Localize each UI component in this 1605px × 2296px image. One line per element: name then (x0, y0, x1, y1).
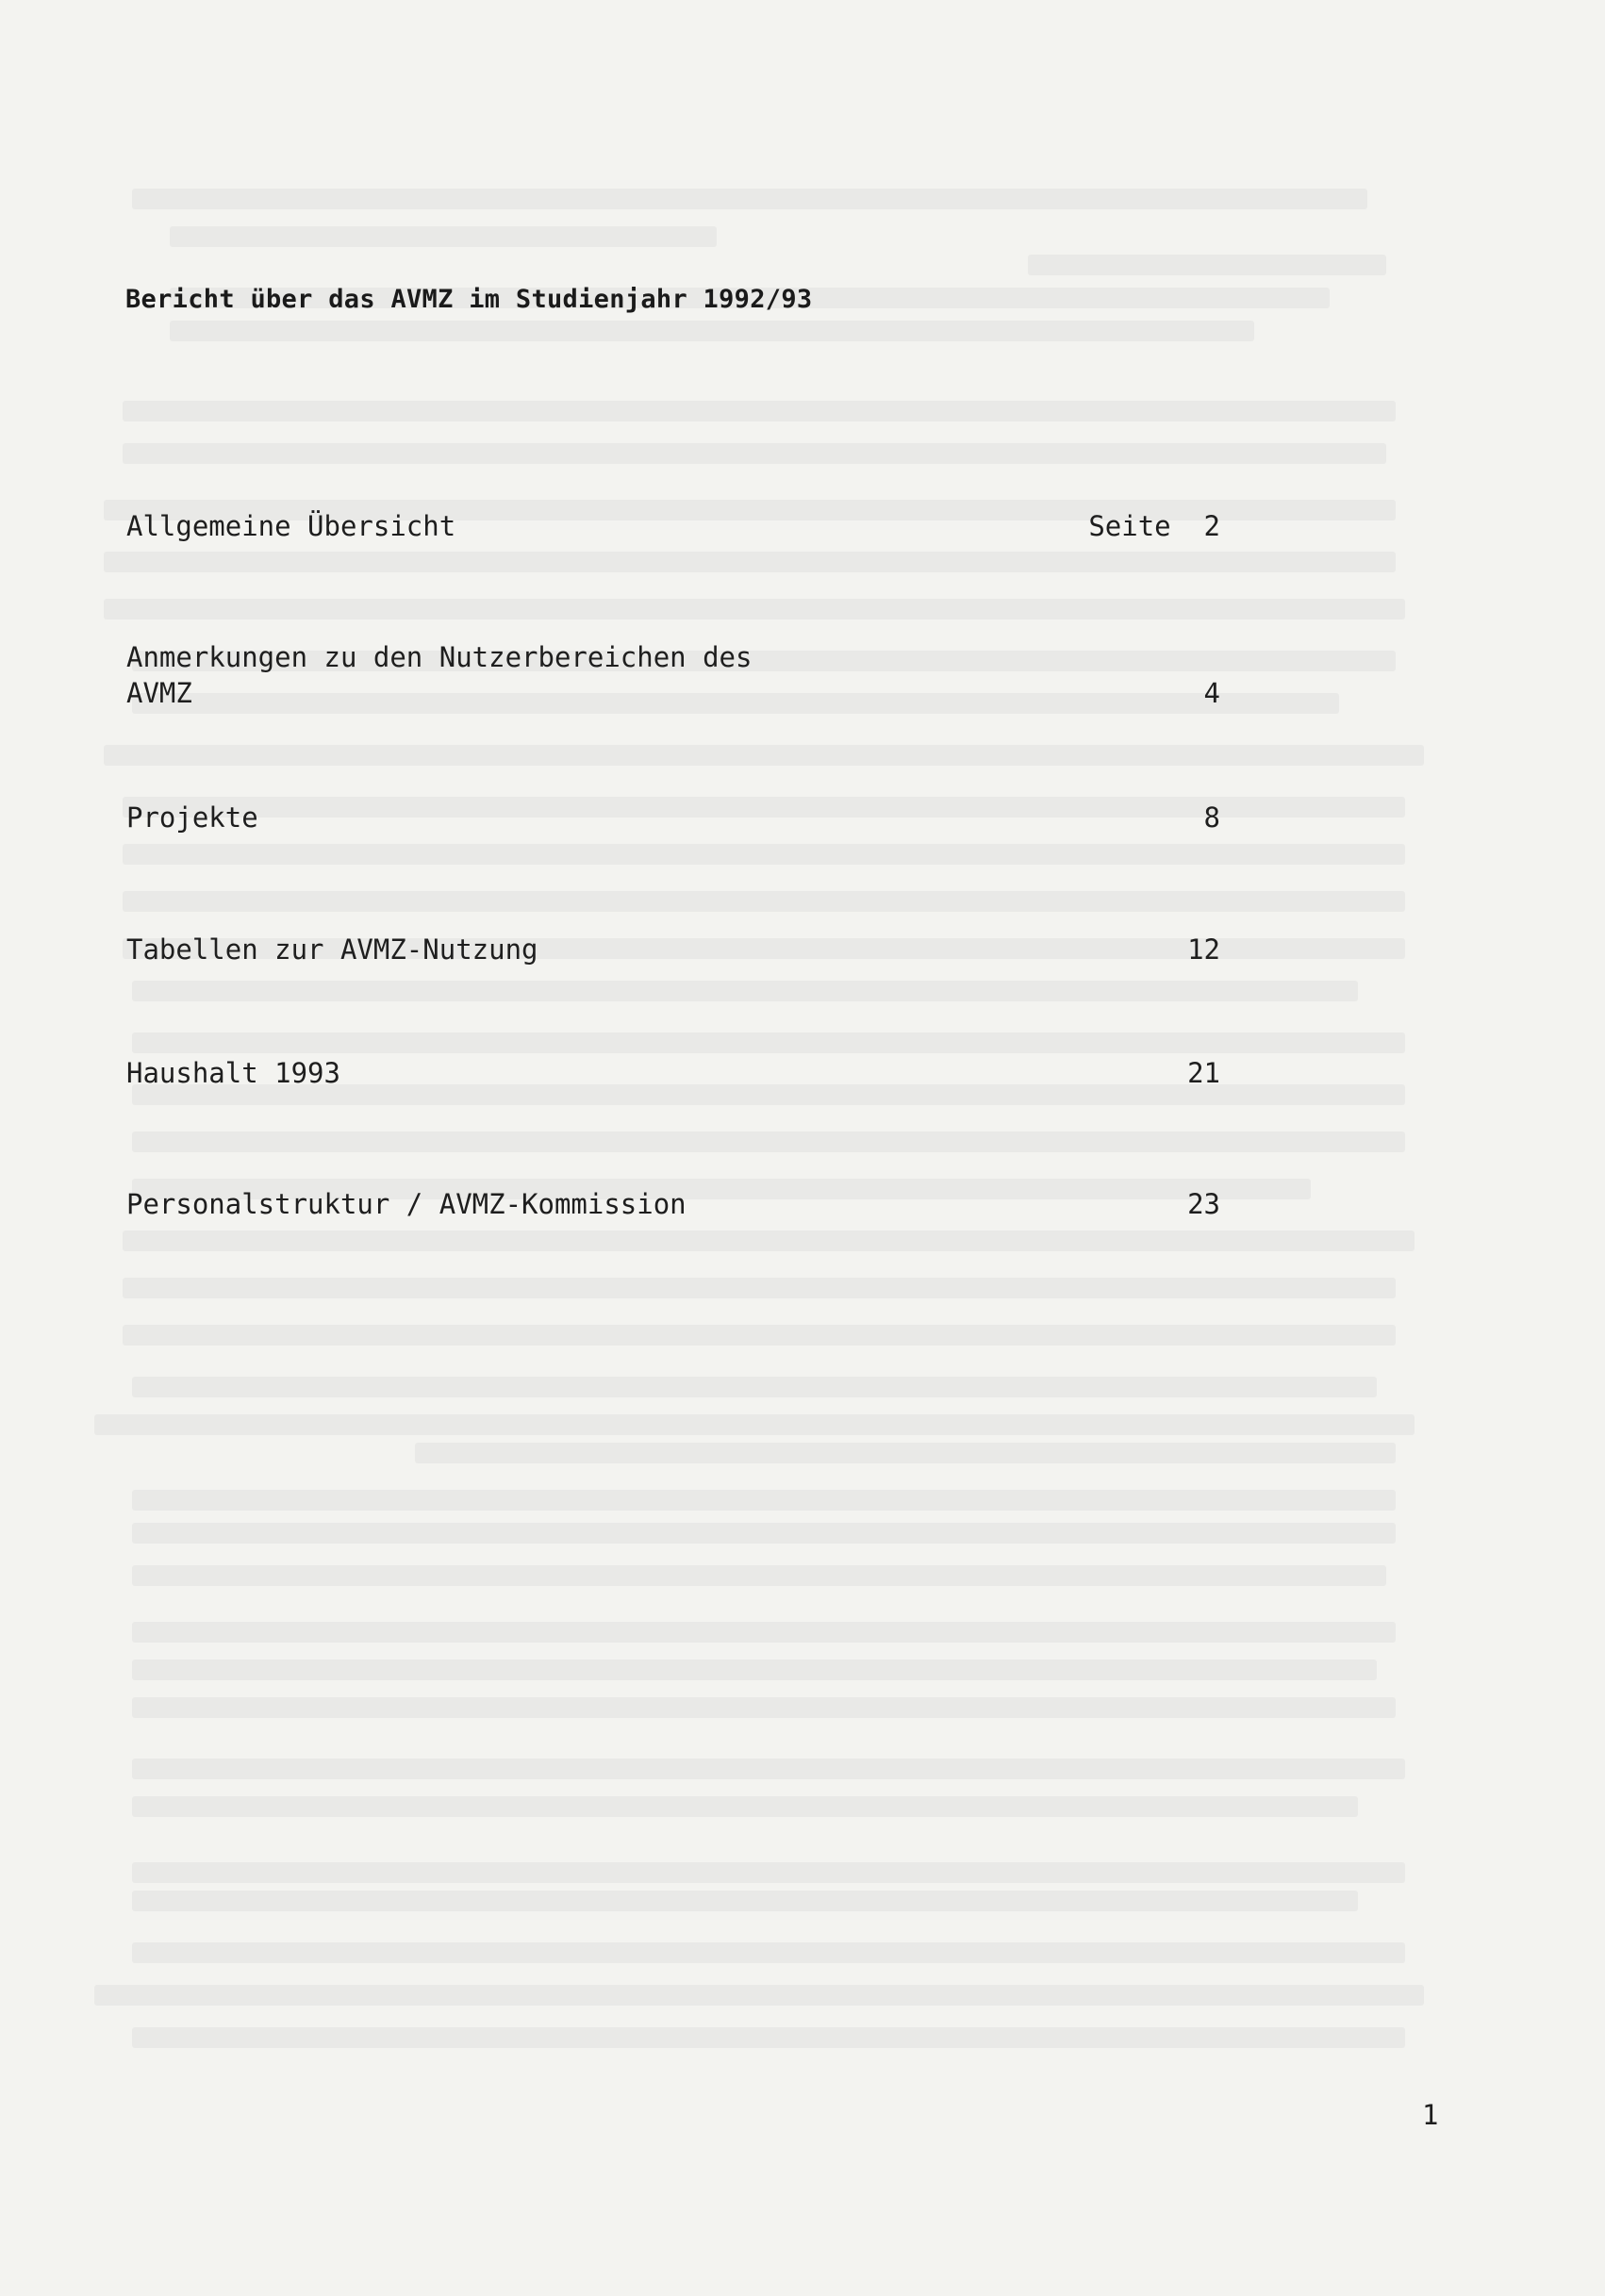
toc-entry (126, 508, 1220, 544)
toc-entry (126, 1186, 1220, 1222)
toc-entry-label: Haushalt 1993 (126, 1057, 340, 1089)
toc-entry-label: Projekte (126, 801, 258, 834)
toc-entry-page: 4 (1203, 677, 1220, 709)
toc-entry-page: 21 (1187, 1057, 1220, 1089)
toc-entry-label: Tabellen zur AVMZ-Nutzung (126, 933, 538, 966)
report-title: Bericht über das AVMZ im Studienjahr 1992/93 (125, 285, 813, 314)
toc-entry-label: Personalstruktur / AVMZ-Kommission (126, 1188, 687, 1220)
page-number: 1 (1422, 2099, 1439, 2131)
toc-entry-label: Anmerkungen zu den Nutzerbereichen des AVMZ (126, 641, 753, 709)
toc-entry (126, 800, 1220, 835)
toc-entry (126, 1055, 1220, 1091)
toc-entry-page: 12 (1187, 933, 1220, 966)
toc-entry-page: 8 (1203, 801, 1220, 834)
toc-entry-page: Seite 2 (1088, 510, 1220, 542)
toc-entry-label: Allgemeine Übersicht (126, 510, 456, 542)
toc-entry (126, 639, 1220, 711)
toc-entry-page: 23 (1187, 1188, 1220, 1220)
toc-entry (126, 932, 1220, 967)
